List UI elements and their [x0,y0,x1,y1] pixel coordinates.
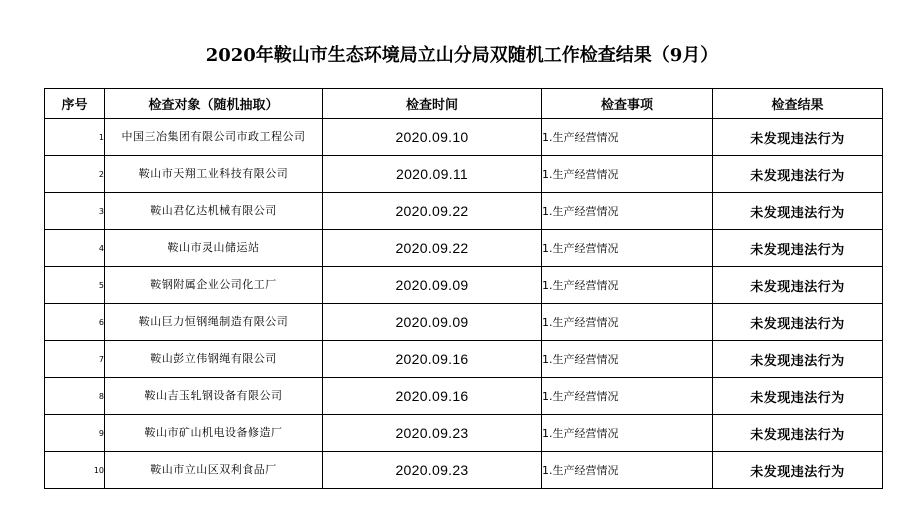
row-inspection-item: 1.生产经营情况 [542,415,713,452]
row-inspection-item: 1.生产经营情况 [542,378,713,415]
table-row [45,378,883,415]
row-inspection-date: 2020.09.16 [323,378,542,415]
row-company-name: 鞍山市灵山储运站 [105,230,323,267]
row-serial-number: 8 [45,378,105,415]
header-inspection-item: 检查事项 [542,89,713,119]
table-row [45,341,883,378]
row-company-name: 鞍山市立山区双利食品厂 [105,452,323,489]
table-row [45,230,883,267]
row-inspection-date: 2020.09.16 [323,341,542,378]
header-serial-number: 序号 [45,89,105,119]
row-inspection-result: 未发现违法行为 [713,156,883,193]
row-inspection-result: 未发现违法行为 [713,415,883,452]
row-inspection-result: 未发现违法行为 [713,230,883,267]
header-inspection-date: 检查时间 [323,89,542,119]
row-serial-number: 3 [45,193,105,230]
row-inspection-item: 1.生产经营情况 [542,341,713,378]
row-inspection-date: 2020.09.09 [323,267,542,304]
row-inspection-result: 未发现违法行为 [713,267,883,304]
row-inspection-item: 1.生产经营情况 [542,452,713,489]
row-inspection-date: 2020.09.23 [323,452,542,489]
table-row [45,156,883,193]
row-serial-number: 2 [45,156,105,193]
row-inspection-result: 未发现违法行为 [713,341,883,378]
row-company-name: 鞍山巨力恒钢绳制造有限公司 [105,304,323,341]
row-inspection-date: 2020.09.11 [323,156,542,193]
row-inspection-date: 2020.09.22 [323,230,542,267]
row-inspection-date: 2020.09.09 [323,304,542,341]
row-serial-number: 10 [45,452,105,489]
row-inspection-result: 未发现违法行为 [713,119,883,156]
table-row [45,193,883,230]
row-serial-number: 9 [45,415,105,452]
row-serial-number: 4 [45,230,105,267]
row-serial-number: 6 [45,304,105,341]
row-company-name: 鞍山市天翔工业科技有限公司 [105,156,323,193]
row-inspection-item: 1.生产经营情况 [542,156,713,193]
table-row [45,304,883,341]
inspection-results-table [44,88,883,489]
row-company-name: 中国三冶集团有限公司市政工程公司 [105,119,323,156]
document-title: 2020年鞍山市生态环境局立山分局双随机工作检查结果（9月） [205,45,719,66]
row-inspection-result: 未发现违法行为 [713,378,883,415]
row-inspection-item: 1.生产经营情况 [542,119,713,156]
table-row [45,415,883,452]
row-company-name: 鞍钢附属企业公司化工厂 [105,267,323,304]
row-company-name: 鞍山君亿达机械有限公司 [105,193,323,230]
row-inspection-result: 未发现违法行为 [713,304,883,341]
row-inspection-item: 1.生产经营情况 [542,304,713,341]
row-inspection-result: 未发现违法行为 [713,193,883,230]
table-row [45,452,883,489]
row-inspection-item: 1.生产经营情况 [542,230,713,267]
header-inspection-target: 检查对象（随机抽取） [105,89,323,119]
table-body [45,119,883,489]
header-inspection-result: 检查结果 [713,89,883,119]
row-inspection-result: 未发现违法行为 [713,452,883,489]
row-company-name: 鞍山彭立伟钢绳有限公司 [105,341,323,378]
table-row [45,119,883,156]
row-company-name: 鞍山市矿山机电设备修造厂 [105,415,323,452]
row-inspection-date: 2020.09.10 [323,119,542,156]
row-serial-number: 1 [45,119,105,156]
row-serial-number: 5 [45,267,105,304]
row-inspection-item: 1.生产经营情况 [542,267,713,304]
row-serial-number: 7 [45,341,105,378]
row-inspection-item: 1.生产经营情况 [542,193,713,230]
row-company-name: 鞍山吉玉轧钢设备有限公司 [105,378,323,415]
row-inspection-date: 2020.09.23 [323,415,542,452]
row-inspection-date: 2020.09.22 [323,193,542,230]
table-row [45,267,883,304]
table-header-row [45,89,883,119]
